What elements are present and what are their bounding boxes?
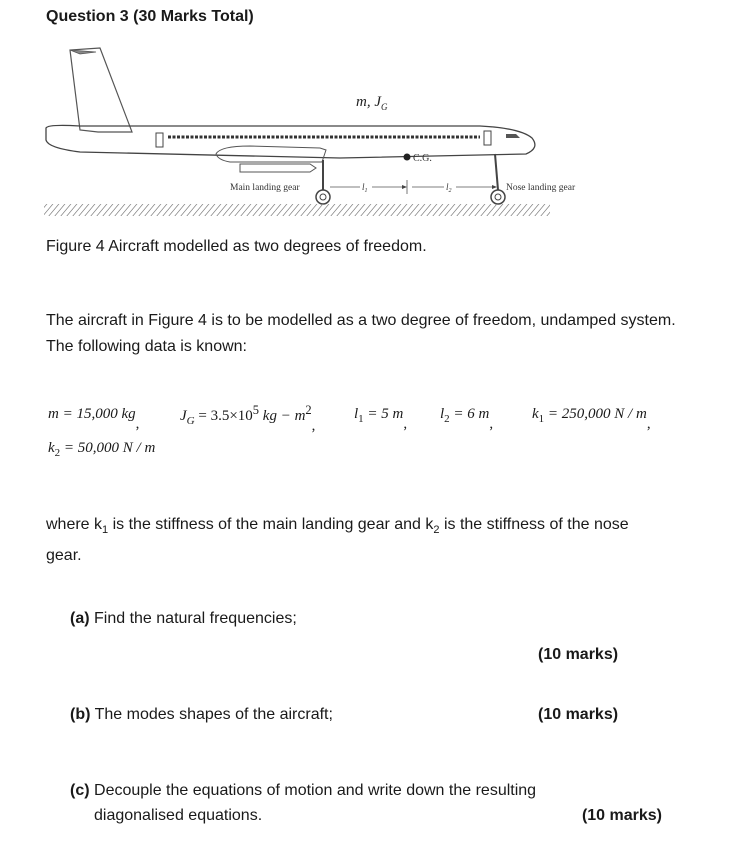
l1-value: $l_1 = 5$ m, (354, 406, 408, 432)
cg-label: C.G. (413, 153, 432, 164)
main-gear-wheel (316, 190, 330, 204)
inertia-value: $J_G = 3.5\times 10^5$ kg − $m^2$, (180, 403, 316, 434)
figure-caption: Figure 4 Aircraft modelled as two degrees of freedom. (46, 238, 427, 255)
k1-value: $k_1 = 250,000$ N / m, (532, 406, 651, 432)
door-right (484, 131, 491, 145)
l1-dim-label: $l_1$ (362, 182, 368, 194)
question-b: (b) The modes shapes of the aircraft; (70, 706, 333, 723)
engine (240, 164, 316, 172)
intro-paragraph: The aircraft in Figure 4 is to be modelled as a two degree of freedom, undamped system. The following data is known: (46, 312, 676, 355)
nose-gear-label: Nose landing gear (506, 183, 576, 193)
l2-dim-label: $l_2$ (446, 182, 452, 194)
l2-value: $l_2 = 6$ m, (440, 406, 494, 432)
question-a: (a) Find the natural frequencies; (70, 610, 297, 627)
question-c-marks: (10 marks) (581, 807, 662, 824)
mass-value: m = 15,000 kg, (48, 406, 140, 432)
aircraft-fuselage (46, 125, 535, 158)
stiffness-definition: where $k_1$ is the stiffness of the main landing gear and $k_2$ is the stiffness of the nose gear. (46, 516, 629, 565)
cg-marker (404, 154, 411, 161)
main-gear-label: Main landing gear (230, 183, 300, 193)
nose-gear-wheel (491, 190, 505, 204)
ground (44, 204, 550, 216)
question-c: (c) Decouple the equations of motion and write down the resulting diagonalised equations. (10 marks) (70, 778, 662, 828)
door-left (156, 133, 163, 147)
question-b-marks: (10 marks) (538, 706, 619, 723)
mass-label: m, $J_G$ (356, 94, 388, 112)
question-a-marks: (10 marks) (538, 646, 619, 663)
k2-value: $k_2 = 50,000$ N / m (48, 440, 156, 459)
aircraft-figure (40, 40, 600, 230)
question-title: Question 3 (30 Marks Total) (46, 8, 254, 25)
aircraft-wing (216, 146, 326, 162)
aircraft-tail (70, 48, 132, 132)
